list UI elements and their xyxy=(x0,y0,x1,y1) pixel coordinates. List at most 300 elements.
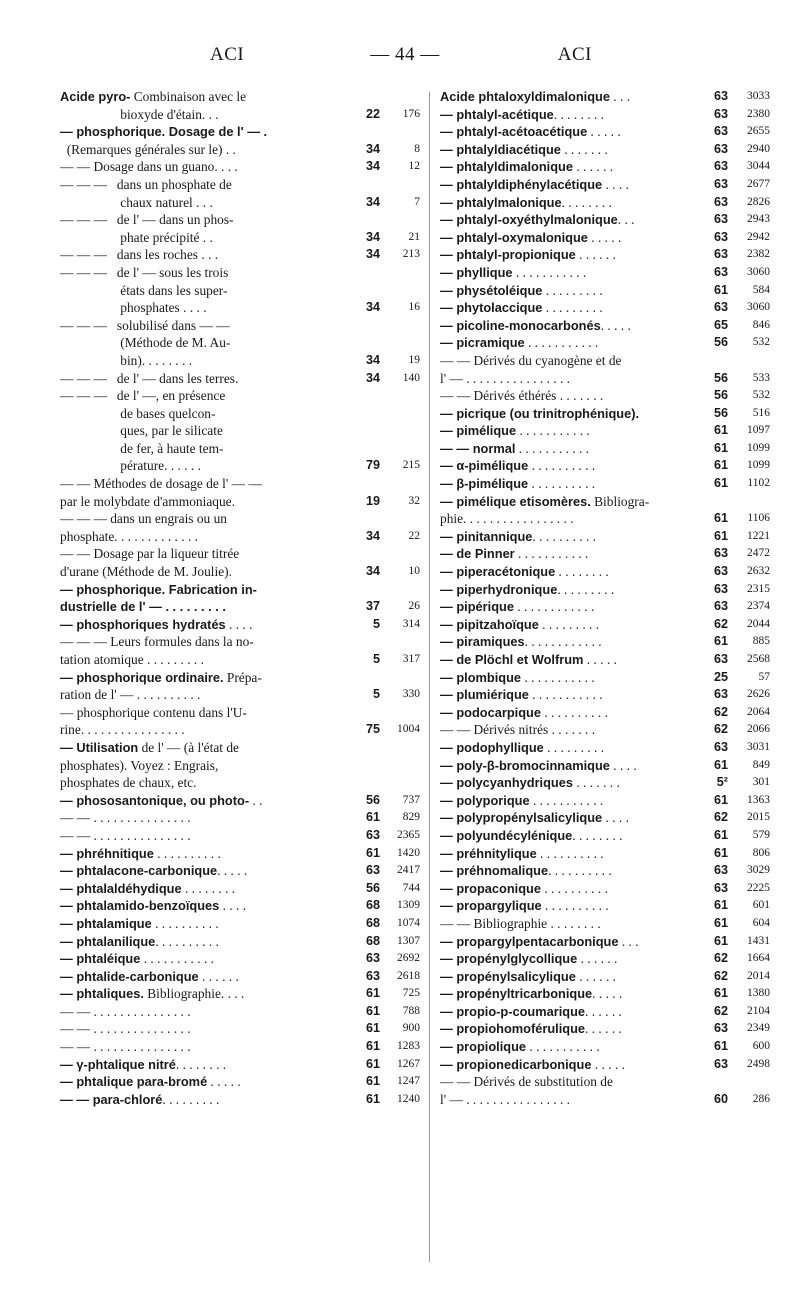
volume-number: 56 xyxy=(365,792,380,807)
entry-line: — picrique (ou trinitrophénique). xyxy=(440,405,640,421)
volume-number: 68 xyxy=(365,915,380,930)
entry-text xyxy=(60,510,352,545)
page-reference: 1099 xyxy=(747,441,770,454)
page-reference: 1664 xyxy=(747,952,770,965)
entry-line: — préhnitylique . . . . . . . . . . xyxy=(440,845,604,861)
entry-line: — phososantonique, ou photo- . . xyxy=(60,792,263,808)
entry-text xyxy=(60,317,352,370)
index-entry xyxy=(440,845,770,863)
entry-line: — — Dérivés de substitution de xyxy=(440,1074,613,1090)
entry-line: — phtalyldimalonique . . . . . . xyxy=(440,159,614,175)
index-entry xyxy=(60,246,420,264)
page-reference: 3060 xyxy=(747,301,770,314)
index-entry xyxy=(60,1091,420,1109)
volume-number: 63 xyxy=(713,863,728,878)
page-reference: 1380 xyxy=(747,987,770,1000)
entry-text xyxy=(440,1056,698,1074)
page-reference: 26 xyxy=(408,600,420,613)
entry-line: — phyllique . . . . . . . . . . . xyxy=(440,264,587,280)
entry-text xyxy=(440,158,698,176)
index-entry xyxy=(440,880,770,898)
index-entry xyxy=(60,211,420,246)
volume-number: 68 xyxy=(365,933,380,948)
volume-number: 63 xyxy=(713,581,728,596)
page-header xyxy=(60,44,750,74)
page-reference: 1420 xyxy=(397,846,420,859)
page-reference: 2568 xyxy=(747,653,770,665)
volume-number: 62 xyxy=(713,951,728,966)
page-reference: 19 xyxy=(408,353,420,366)
entry-line: — phtalyl-oxymalonique . . . . . xyxy=(440,229,622,245)
index-entry xyxy=(440,774,770,792)
index-entry xyxy=(60,545,420,580)
entry-text xyxy=(60,968,352,986)
entry-text xyxy=(440,88,698,106)
entry-line: — phosphorique. Dosage de l' — . xyxy=(60,124,268,140)
entry-line: — de Plöchl et Wolfrum . . . . . xyxy=(440,652,617,667)
entry-text xyxy=(440,845,698,863)
page-reference: 532 xyxy=(752,389,770,402)
entry-text xyxy=(60,880,352,898)
volume-number: 5 xyxy=(372,616,380,631)
index-entry xyxy=(60,1056,420,1074)
page-reference: 2349 xyxy=(747,1022,770,1035)
page-reference: 317 xyxy=(402,653,420,665)
volume-number: 63 xyxy=(713,564,728,579)
entry-line: — phtalyl-oxyéthylmalonique. . . xyxy=(440,212,635,228)
volume-number: 63 xyxy=(713,264,728,279)
entry-text xyxy=(440,985,698,1003)
volume-number: 56 xyxy=(713,335,728,350)
entry-text xyxy=(440,774,698,792)
volume-number: 63 xyxy=(713,106,728,121)
page-reference: 1004 xyxy=(397,723,420,736)
entry-line: — phtalaldéhydique . . . . . . . . xyxy=(60,880,236,896)
page-reference: 2365 xyxy=(397,828,420,841)
entry-line: dustrielle de l' — . . . . . . . . . xyxy=(60,599,226,615)
entry-line: — propaconique . . . . . . . . . . xyxy=(440,880,608,896)
volume-number: 61 xyxy=(713,915,728,930)
page-reference: 2632 xyxy=(747,565,770,578)
entry-line: phosphates de chaux, etc. xyxy=(60,775,197,791)
entry-line: états dans les super- xyxy=(60,282,228,298)
entry-text xyxy=(440,334,698,352)
volume-number: 61 xyxy=(713,986,728,1001)
entry-line: — phtalyl-acétique. . . . . . . . xyxy=(440,106,604,122)
volume-number: 61 xyxy=(713,511,728,526)
entry-text xyxy=(440,211,698,229)
index-entry xyxy=(60,915,420,933)
index-entry xyxy=(440,897,770,915)
page-reference: 1074 xyxy=(397,916,420,929)
volume-number: 61 xyxy=(713,757,728,772)
volume-number: 61 xyxy=(713,528,728,543)
entry-text xyxy=(60,246,352,264)
entry-line: l' — . . . . . . . . . . . . . . . . xyxy=(440,1091,570,1107)
page-reference: 885 xyxy=(752,635,770,648)
entry-text xyxy=(440,545,698,563)
entry-line: — — — de l' — dans un phos- xyxy=(60,212,234,228)
page-reference: 1309 xyxy=(397,899,420,912)
index-entry xyxy=(440,88,770,106)
entry-line: — propargylique . . . . . . . . . . xyxy=(440,898,609,914)
index-entry xyxy=(60,669,420,704)
entry-line: — phosphoriques hydratés . . . . xyxy=(60,616,253,632)
entry-text xyxy=(440,317,698,335)
page-reference: 2943 xyxy=(747,213,770,226)
volume-number: 63 xyxy=(713,599,728,614)
index-entry xyxy=(60,897,420,915)
page-reference: 2618 xyxy=(397,969,420,982)
entry-line: — phosphorique contenu dans l'U- xyxy=(60,704,247,720)
entry-line: — phtaléique . . . . . . . . . . . xyxy=(60,951,214,967)
volume-number: 56 xyxy=(713,388,728,403)
volume-number: 34 xyxy=(365,159,380,174)
volume-number: 63 xyxy=(713,176,728,191)
page-reference: 1283 xyxy=(397,1040,420,1053)
left-column xyxy=(60,88,420,1108)
index-entry xyxy=(440,405,770,423)
index-entry xyxy=(60,1003,420,1021)
entry-line: — propényltricarbonique. . . . . xyxy=(440,986,623,1002)
entry-line: — Utilisation de l' — (à l'état de xyxy=(60,739,239,755)
entry-text xyxy=(440,704,698,722)
index-entry xyxy=(440,1056,770,1074)
volume-number: 62 xyxy=(713,616,728,631)
volume-number: 63 xyxy=(713,141,728,156)
entry-line: — podocarpique . . . . . . . . . . xyxy=(440,704,608,720)
volume-number: 62 xyxy=(713,722,728,737)
page-reference: 533 xyxy=(752,371,770,384)
entry-line: — polycyanhydriques . . . . . . . xyxy=(440,775,620,791)
page-reference: 3031 xyxy=(747,740,770,753)
index-entry xyxy=(440,739,770,757)
entry-line: d'urane (Méthode de M. Joulie). xyxy=(60,564,232,580)
volume-number: 63 xyxy=(713,159,728,174)
index-entry xyxy=(60,387,420,475)
entry-line: — piramiques. . . . . . . . . . . . xyxy=(440,634,602,650)
entry-text xyxy=(60,545,352,580)
volume-number: 34 xyxy=(365,528,380,543)
index-entry xyxy=(440,1020,770,1038)
entry-text xyxy=(440,229,698,247)
entry-text xyxy=(440,651,698,669)
entry-text xyxy=(60,176,352,211)
page-reference: 2655 xyxy=(747,125,770,138)
entry-line: — pipérique . . . . . . . . . . . . xyxy=(440,599,595,615)
page-reference: 3044 xyxy=(747,160,770,173)
entry-line: — — — de l' — sous les trois xyxy=(60,264,229,280)
entry-line: — — — dans les roches . . . xyxy=(60,247,219,263)
index-entry xyxy=(60,827,420,845)
page-reference: 7 xyxy=(414,195,420,208)
entry-line: — — . . . . . . . . . . . . . . . xyxy=(60,1003,191,1019)
volume-number: 63 xyxy=(713,300,728,315)
entry-text xyxy=(60,1073,352,1091)
page-reference: 57 xyxy=(758,670,770,683)
entry-line: tation atomique . . . . . . . . . xyxy=(60,652,204,667)
page-reference: 140 xyxy=(402,371,420,384)
entry-line: — — para-chloré. . . . . . . . . xyxy=(60,1091,220,1107)
page-reference: 2374 xyxy=(747,600,770,613)
entry-line: rine. . . . . . . . . . . . . . . . xyxy=(60,722,185,738)
page-reference: 2044 xyxy=(747,617,770,630)
page-reference: 806 xyxy=(752,846,770,859)
entry-line: par le molybdate d'ammoniaque. xyxy=(60,493,235,509)
volume-number: 63 xyxy=(713,546,728,561)
index-entry xyxy=(440,721,770,739)
volume-number: 63 xyxy=(713,687,728,702)
entry-line: — phtalamique . . . . . . . . . . xyxy=(60,915,219,931)
index-entry xyxy=(440,158,770,176)
entry-line: — phréhnitique . . . . . . . . . . xyxy=(60,845,221,861)
entry-line: — polypropénylsalicylique . . . . xyxy=(440,810,629,826)
entry-line: — — — dans un phosphate de xyxy=(60,176,232,192)
entry-line: — pimélique . . . . . . . . . . . xyxy=(440,423,590,439)
entry-text xyxy=(440,669,698,687)
page-reference: 286 xyxy=(752,1092,770,1105)
entry-line: — picoline-monocarbonés. . . . . xyxy=(440,317,631,333)
volume-number: 34 xyxy=(365,194,380,209)
index-entry xyxy=(60,704,420,739)
page-reference: 532 xyxy=(752,336,770,349)
entry-text xyxy=(440,475,698,493)
index-entry xyxy=(440,757,770,775)
entry-text xyxy=(440,405,698,423)
volume-number: 62 xyxy=(713,704,728,719)
page-reference: 330 xyxy=(402,688,420,701)
entry-text xyxy=(60,669,352,704)
volume-number: 63 xyxy=(713,124,728,139)
entry-text xyxy=(60,1056,352,1074)
page-reference: 725 xyxy=(402,987,420,1000)
page-reference: 600 xyxy=(752,1040,770,1053)
volume-number: 22 xyxy=(365,106,380,121)
entry-text xyxy=(60,633,352,668)
entry-text xyxy=(440,897,698,915)
entry-text xyxy=(60,88,352,123)
entry-text xyxy=(440,194,698,212)
entry-text xyxy=(60,933,352,951)
page-reference: 3029 xyxy=(747,864,770,877)
page-reference: 2472 xyxy=(747,547,770,560)
index-entry xyxy=(60,264,420,317)
entry-line: — piperhydronique. . . . . . . . . xyxy=(440,581,615,597)
entry-line: — propénylsalicylique . . . . . . xyxy=(440,968,617,984)
volume-number: 61 xyxy=(713,933,728,948)
volume-number: 63 xyxy=(365,951,380,966)
entry-line: — — . . . . . . . . . . . . . . . xyxy=(60,1039,191,1055)
entry-text xyxy=(60,809,352,827)
index-entry xyxy=(440,827,770,845)
index-entry xyxy=(440,862,770,880)
entry-text xyxy=(440,616,698,634)
page-reference: 10 xyxy=(408,565,420,578)
index-entry xyxy=(440,563,770,581)
entry-line: — — — de l' —, en présence xyxy=(60,388,226,404)
entry-line: chaux naturel . . . xyxy=(60,194,213,210)
index-entry xyxy=(440,457,770,475)
entry-text xyxy=(440,739,698,757)
entry-line: — — — de l' — dans les terres. xyxy=(60,370,239,386)
entry-text xyxy=(60,616,352,634)
index-entry xyxy=(440,669,770,687)
entry-text xyxy=(60,827,352,845)
index-entry xyxy=(440,123,770,141)
index-entry xyxy=(440,985,770,1003)
index-entry xyxy=(440,633,770,651)
volume-number: 5 xyxy=(372,652,380,666)
entry-line: — α-pimélique . . . . . . . . . . xyxy=(440,458,596,474)
entry-line: phosphates . . . . xyxy=(60,300,207,316)
entry-line: — phtalyldiacétique . . . . . . . xyxy=(440,141,608,157)
entry-line: Acide pyro- Combinaison avec le xyxy=(60,89,247,104)
entry-line: pérature. . . . . . xyxy=(60,458,201,474)
entry-line: — poly-β-bromocinnamique . . . . xyxy=(440,757,637,773)
entry-line: — picramique . . . . . . . . . . . xyxy=(440,335,599,351)
entry-text xyxy=(440,1003,698,1021)
page-reference: 2692 xyxy=(397,952,420,965)
index-entry xyxy=(440,598,770,616)
page-reference: 849 xyxy=(752,758,770,771)
entry-text xyxy=(60,581,352,616)
entry-text xyxy=(440,246,698,264)
entry-line: — plumiérique . . . . . . . . . . . xyxy=(440,687,603,703)
volume-number: 61 xyxy=(365,986,380,1001)
page-reference: 21 xyxy=(408,230,420,243)
entry-line: — pipitzahoïque . . . . . . . . . xyxy=(440,616,600,632)
entry-text xyxy=(440,352,698,387)
index-entry xyxy=(60,933,420,951)
volume-number: 5 xyxy=(372,687,380,702)
entry-text xyxy=(60,1003,352,1021)
entry-line: — phtalanilique. . . . . . . . . . xyxy=(60,933,219,949)
volume-number: 63 xyxy=(713,739,728,754)
volume-number: 34 xyxy=(365,300,380,315)
entry-line: — — Bibliographie . . . . . . . . xyxy=(440,915,601,931)
entry-text xyxy=(440,880,698,898)
index-entry xyxy=(440,317,770,335)
index-entry xyxy=(60,176,420,211)
volume-number: 61 xyxy=(365,1056,380,1071)
volume-number: 37 xyxy=(365,599,380,614)
page-reference: 1097 xyxy=(747,424,770,437)
entry-line: — propénylglycollique . . . . . . xyxy=(440,951,618,967)
entry-line: (Méthode de M. Au- xyxy=(60,335,231,351)
volume-number: 62 xyxy=(713,968,728,983)
volume-number: 63 xyxy=(713,212,728,227)
volume-number: 63 xyxy=(713,1021,728,1036)
entry-line: — — Dérivés éthérés . . . . . . . xyxy=(440,388,604,404)
entry-line: — phtalyl-acétoacétique . . . . . xyxy=(440,124,621,140)
entry-text xyxy=(440,757,698,775)
volume-number: 61 xyxy=(713,634,728,649)
page-reference: 2066 xyxy=(747,723,770,736)
page-reference: 16 xyxy=(408,301,420,314)
index-entry xyxy=(440,176,770,194)
volume-number: 63 xyxy=(713,1056,728,1071)
page-reference: 1363 xyxy=(747,793,770,806)
entry-text xyxy=(60,985,352,1003)
volume-number: 63 xyxy=(713,194,728,209)
page-reference: 1099 xyxy=(747,459,770,472)
page-reference: 829 xyxy=(402,811,420,824)
entry-line: de fer, à haute tem- xyxy=(60,440,224,456)
index-entry xyxy=(60,1020,420,1038)
entry-text xyxy=(440,528,698,546)
entry-line: — — . . . . . . . . . . . . . . . xyxy=(60,1021,191,1037)
entry-text xyxy=(440,721,698,739)
entry-line: — propio-p-coumarique. . . . . . xyxy=(440,1003,622,1019)
entry-text xyxy=(440,493,698,528)
volume-number: 61 xyxy=(365,1074,380,1089)
page-reference: 1247 xyxy=(397,1075,420,1088)
page-reference: 2064 xyxy=(747,705,770,718)
volume-number: 68 xyxy=(365,898,380,913)
entry-line: — polyporique . . . . . . . . . . . xyxy=(440,792,604,808)
index-entry xyxy=(440,246,770,264)
volume-number: 63 xyxy=(713,247,728,262)
page-reference: 1102 xyxy=(747,477,770,490)
page-number: — 44 — xyxy=(370,44,440,65)
index-entry xyxy=(440,809,770,827)
entry-text xyxy=(60,370,352,388)
entry-text xyxy=(440,968,698,986)
entry-line: — propiolique . . . . . . . . . . . xyxy=(440,1039,600,1055)
entry-line: — phtalacone-carbonique. . . . . xyxy=(60,863,248,879)
volume-number: 60 xyxy=(713,1091,728,1106)
entry-text xyxy=(440,862,698,880)
entry-text xyxy=(60,897,352,915)
index-entry xyxy=(440,194,770,212)
index-entry xyxy=(60,616,420,634)
page-reference: 737 xyxy=(402,793,420,806)
volume-number: 61 xyxy=(713,792,728,807)
entry-text xyxy=(440,440,698,458)
entry-line: — piperacétonique . . . . . . . . xyxy=(440,564,609,580)
entry-text xyxy=(440,422,698,440)
entry-line: — — . . . . . . . . . . . . . . . xyxy=(60,827,191,843)
volume-number: 63 xyxy=(365,968,380,983)
entry-line: Acide phtaloxyldimalonique . . . xyxy=(440,89,631,104)
entry-text xyxy=(440,933,698,951)
entry-line: phate précipité . . xyxy=(60,229,213,245)
entry-text xyxy=(60,862,352,880)
entry-line: bioxyde d'étain. . . xyxy=(60,106,219,122)
page-reference: 788 xyxy=(402,1004,420,1017)
index-entry xyxy=(440,933,770,951)
page-reference: 2626 xyxy=(747,688,770,701)
volume-number: 34 xyxy=(365,247,380,262)
entry-text xyxy=(60,1038,352,1056)
page-reference: 1431 xyxy=(747,934,770,947)
index-entry xyxy=(60,1073,420,1091)
volume-number: 56 xyxy=(713,405,728,420)
volume-number: 5² xyxy=(716,775,728,790)
entry-text xyxy=(440,176,698,194)
volume-number: 63 xyxy=(713,652,728,666)
volume-number: 61 xyxy=(713,898,728,913)
index-entry xyxy=(60,985,420,1003)
entry-line: — phosphorique ordinaire. Prépa- xyxy=(60,669,262,685)
entry-text xyxy=(60,264,352,317)
volume-number: 34 xyxy=(365,229,380,244)
index-entry xyxy=(440,282,770,300)
index-entry xyxy=(440,141,770,159)
index-entry xyxy=(440,651,770,669)
running-head-right: ACI xyxy=(557,44,592,65)
page-reference: 1307 xyxy=(397,934,420,947)
